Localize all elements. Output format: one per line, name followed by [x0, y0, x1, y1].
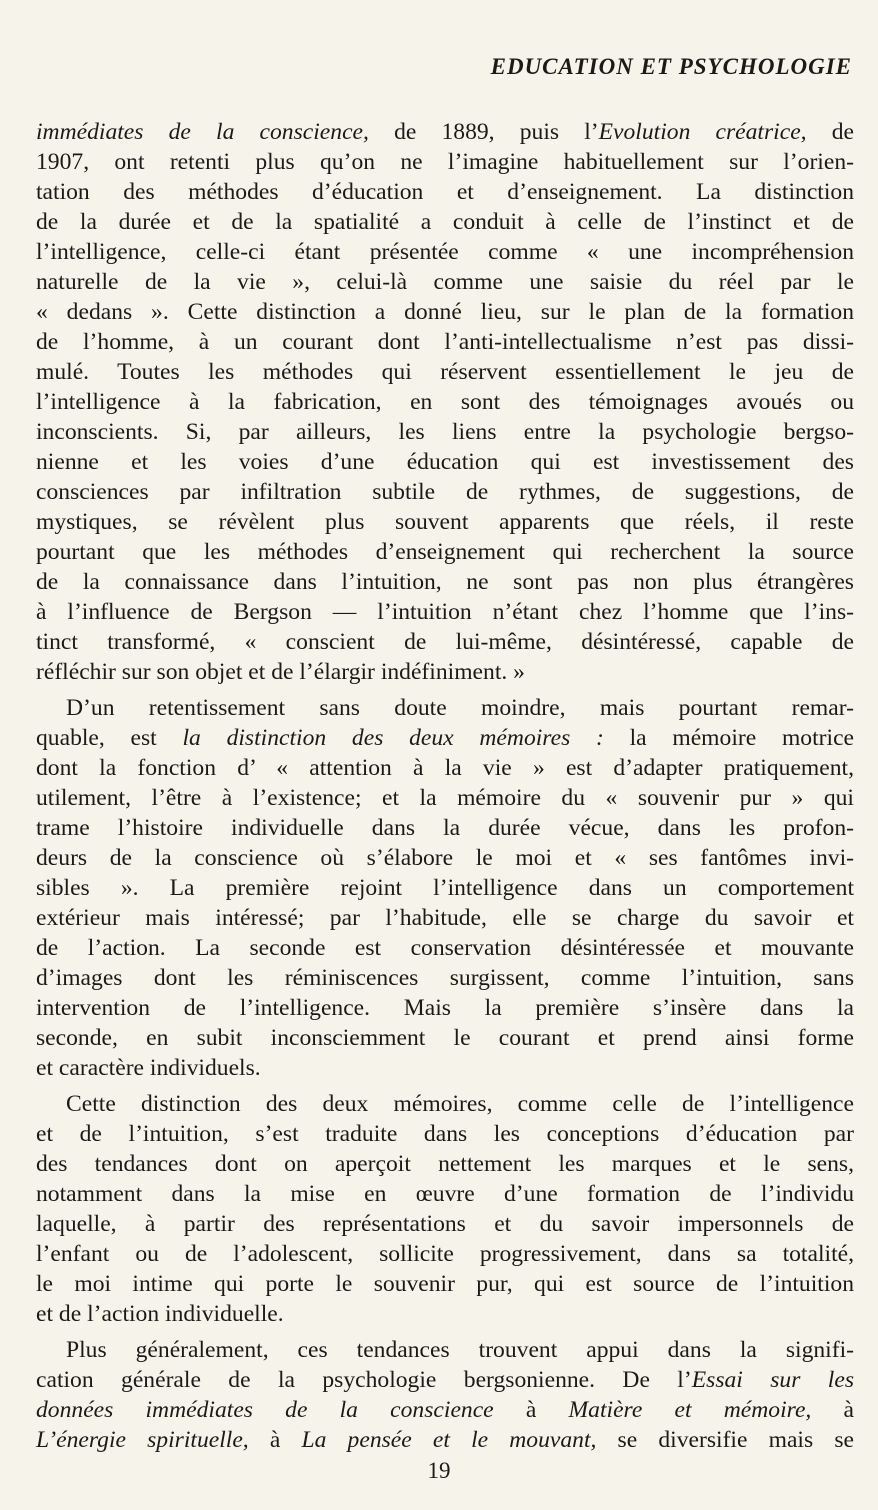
text-segment: laquelle, à partir des représentations et du savoir impersonnels de [36, 1211, 854, 1237]
text-line [36, 1089, 854, 1119]
text-segment: à [493, 1397, 569, 1423]
text-segment: à l’influence de Bergson — l’intuition n’étant chez l’homme que l’ins- [36, 599, 854, 625]
text-line [36, 873, 854, 903]
text-line [36, 267, 854, 297]
text-segment: de l’homme, à un courant dont l’anti-intellectualisme n’est pas dissi- [36, 329, 854, 355]
italic-text: immédiates de la conscience, [36, 119, 369, 145]
text-line [36, 1149, 854, 1179]
text-segment: des tendances dont on aperçoit nettement les marques et le sens, [36, 1151, 854, 1177]
text-segment: se diversifie mais se [596, 1427, 854, 1453]
text-line [36, 417, 854, 447]
text-line [36, 783, 854, 813]
italic-text: la distinction des deux mémoires : [182, 725, 604, 751]
text-line [36, 693, 854, 723]
text-segment: de la connaissance dans l’intuition, ne sont pas non plus étrangères [36, 569, 854, 595]
text-line [36, 1209, 854, 1239]
text-segment: naturelle de la vie », celui-là comme une saisie du réel par le [36, 269, 854, 295]
text-segment: extérieur mais intéressé; par l’habitude, elle se charge du savoir et [36, 905, 854, 931]
text-segment: intervention de l’intelligence. Mais la première s’insère dans la [36, 995, 854, 1021]
text-line [36, 1119, 854, 1149]
text-line [36, 1425, 854, 1455]
text-segment: mulé. Toutes les méthodes qui réservent essentiellement le jeu de [36, 359, 854, 385]
text-line [36, 177, 854, 207]
text-segment: seconde, en subit inconsciemment le courant et prend ainsi forme [36, 1025, 854, 1051]
text-line [36, 1335, 854, 1365]
text-line [36, 387, 854, 417]
text-segment: tation des méthodes d’éducation et d’enseignement. La distinction [36, 179, 854, 205]
italic-text: La pensée et le mouvant, [301, 1427, 597, 1453]
text-segment: et caractère individuels. [36, 1055, 261, 1081]
text-segment: et de l’intuition, s’est traduite dans les conceptions d’éducation par [36, 1121, 854, 1147]
text-line [36, 753, 854, 783]
text-line [36, 507, 854, 537]
text-segment: de 1889, puis l’ [368, 119, 599, 145]
text-segment: Plus généralement, ces tendances trouvent appui dans la signifi- [66, 1337, 854, 1363]
italic-text: Essai sur les [691, 1367, 854, 1393]
text-line [36, 207, 854, 237]
text-line [36, 933, 854, 963]
text-line [36, 147, 854, 177]
text-segment: cation générale de la psychologie bergsonienne. De l’ [36, 1367, 692, 1393]
text-segment: dont la fonction d’ « attention à la vie » est d’adapter pratiquement, [36, 755, 854, 781]
running-header: EDUCATION ET PSYCHOLOGIE [490, 54, 852, 79]
text-segment: la mémoire motrice [603, 725, 855, 751]
text-segment: l’intelligence à la fabrication, en sont des témoignages avoués ou [36, 389, 854, 415]
text-line [36, 1053, 854, 1083]
text-line [36, 993, 854, 1023]
text-segment: l’enfant ou de l’adolescent, sollicite progressivement, dans sa totalité, [36, 1241, 854, 1267]
text-segment: de [806, 119, 854, 145]
text-line [36, 1269, 854, 1299]
text-segment: nienne et les voies d’une éducation qui est investissement des [36, 449, 854, 475]
text-line [36, 357, 854, 387]
italic-text: données immédiates de la conscience [36, 1397, 494, 1423]
text-line [36, 813, 854, 843]
text-line [36, 1239, 854, 1269]
body-text [36, 117, 854, 1455]
text-segment: l’intelligence, celle-ci étant présentée comme « une incompréhension [36, 239, 854, 265]
italic-text: Matière et mémoire, [568, 1397, 812, 1423]
italic-text: Evolution créatrice, [598, 119, 807, 145]
text-line [36, 723, 854, 753]
text-line [36, 1023, 854, 1053]
text-line [36, 903, 854, 933]
page-number: 19 [427, 1458, 451, 1483]
text-segment: D’un retentissement sans doute moindre, mais pourtant remar- [66, 695, 854, 721]
text-segment: à [811, 1397, 854, 1423]
italic-text: L’énergie spirituelle, [36, 1427, 249, 1453]
text-line [36, 1299, 854, 1329]
text-segment: utilement, l’être à l’existence; et la mémoire du « souvenir pur » qui [36, 785, 854, 811]
text-line [36, 1179, 854, 1209]
text-segment: quable, est [36, 725, 183, 751]
text-segment: à [248, 1427, 302, 1453]
text-segment: 1907, ont retenti plus qu’on ne l’imagine habituellement sur l’orien- [36, 149, 854, 175]
text-segment: réfléchir sur son objet et de l’élargir indéfiniment. » [36, 659, 525, 685]
text-line [36, 117, 854, 147]
text-segment: trame l’histoire individuelle dans la durée vécue, dans les profon- [36, 815, 854, 841]
text-line [36, 597, 854, 627]
text-line [36, 297, 854, 327]
text-segment: consciences par infiltration subtile de rythmes, de suggestions, de [36, 479, 854, 505]
text-segment: tinct transformé, « conscient de lui-même, désintéressé, capable de [36, 629, 854, 655]
text-line [36, 477, 854, 507]
text-segment: Cette distinction des deux mémoires, comme celle de l’intelligence [66, 1091, 854, 1117]
text-line [36, 237, 854, 267]
text-line [36, 843, 854, 873]
text-segment: notamment dans la mise en œuvre d’une formation de l’individu [36, 1181, 854, 1207]
text-line [36, 1395, 854, 1425]
text-line [36, 627, 854, 657]
text-segment: le moi intime qui porte le souvenir pur, qui est source de l’intuition [36, 1271, 854, 1297]
text-segment: de l’action. La seconde est conservation désintéressée et mouvante [36, 935, 854, 961]
text-segment: sibles ». La première rejoint l’intelligence dans un comportement [36, 875, 854, 901]
text-segment: inconscients. Si, par ailleurs, les liens entre la psychologie bergso- [36, 419, 854, 445]
text-line [36, 657, 854, 687]
text-segment: deurs de la conscience où s’élabore le moi et « ses fantômes invi- [36, 845, 854, 871]
text-segment: pourtant que les méthodes d’enseignement qui recherchent la source [36, 539, 854, 565]
text-segment: d’images dont les réminiscences surgissent, comme l’intuition, sans [36, 965, 854, 991]
text-line [36, 447, 854, 477]
text-line [36, 567, 854, 597]
text-line [36, 537, 854, 567]
text-line [36, 963, 854, 993]
text-segment: de la durée et de la spatialité a conduit à celle de l’instinct et de [36, 209, 854, 235]
text-line [36, 327, 854, 357]
text-line [36, 1365, 854, 1395]
text-segment: « dedans ». Cette distinction a donné lieu, sur le plan de la formation [36, 299, 854, 325]
text-segment: mystiques, se révèlent plus souvent apparents que réels, il reste [36, 509, 854, 535]
text-segment: et de l’action individuelle. [36, 1301, 284, 1327]
